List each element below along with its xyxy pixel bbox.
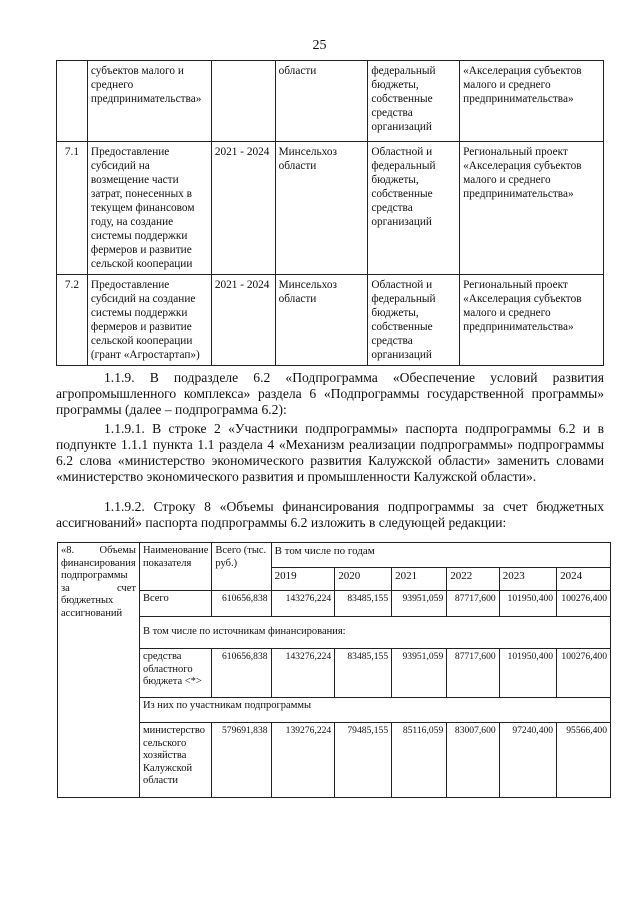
total-cell: 610656,838 xyxy=(212,591,271,617)
value-cell: 143276,224 xyxy=(271,649,335,698)
activity-period xyxy=(211,61,275,142)
value-cell: 143276,224 xyxy=(271,591,335,617)
value-cell: 101950,400 xyxy=(499,591,556,617)
year-header: 2022 xyxy=(447,568,499,591)
section-sources: В том числе по источникам финансирования: xyxy=(139,617,610,649)
value-cell: 139276,224 xyxy=(271,723,335,798)
total-cell: 610656,838 xyxy=(212,649,271,698)
column-header-years: В том числе по годам xyxy=(271,543,610,568)
row-number xyxy=(57,61,88,142)
value-cell: 87717,600 xyxy=(447,591,499,617)
year-header: 2020 xyxy=(335,568,392,591)
value-cell: 97240,400 xyxy=(499,723,556,798)
year-header: 2021 xyxy=(392,568,447,591)
value-cell: 79485,155 xyxy=(335,723,392,798)
activity-executor: Минсельхоз области xyxy=(275,275,368,366)
activity-executor: Минсельхоз области xyxy=(275,142,368,275)
regional-project: Региональный проект «Акселерация субъектов малого и среднего предпринимательства» xyxy=(460,142,604,275)
funding-source: Областной и федеральный бюджеты, собственные средства организаций xyxy=(368,142,460,275)
funding-source: Областной и федеральный бюджеты, собственные средства организаций xyxy=(368,275,460,366)
activity-name: Предоставление субсидий на создание системы поддержки фермеров и развитие сельской кооперации (грант «Агростартап») xyxy=(87,275,211,366)
value-cell: 100276,400 xyxy=(557,591,611,617)
regional-project: «Акселерация субъектов малого и среднего предпринимательства» xyxy=(460,61,604,142)
row-name: средства областного бюджета <*> xyxy=(139,649,211,698)
value-cell: 100276,400 xyxy=(557,649,611,698)
value-cell: 83485,155 xyxy=(335,591,392,617)
value-cell: 101950,400 xyxy=(499,649,556,698)
table-row xyxy=(58,723,611,798)
value-cell: 95566,400 xyxy=(557,723,611,798)
year-header: 2023 xyxy=(499,568,556,591)
activity-name: Предоставление субсидий на возмещение части затрат, понесенных в текущем финансовом году, на создание системы поддержки фермеров и развитие сельской кооперации xyxy=(87,142,211,275)
activities-table xyxy=(56,60,604,366)
value-cell: 93951,059 xyxy=(392,649,447,698)
activity-name: субъектов малого и среднего предпринимательства» xyxy=(87,61,211,142)
row-number: 7.2 xyxy=(57,275,88,366)
value-cell: 87717,600 xyxy=(447,649,499,698)
value-cell: 85116,059 xyxy=(392,723,447,798)
table-row xyxy=(58,649,611,698)
row-number: 7.1 xyxy=(57,142,88,275)
table-row xyxy=(58,591,611,617)
value-cell: 83485,155 xyxy=(335,649,392,698)
row-name: Всего xyxy=(139,591,211,617)
page-number: 25 xyxy=(312,38,327,53)
activity-executor: области xyxy=(275,61,368,142)
total-cell: 579691,838 xyxy=(212,723,271,798)
value-cell: 83007,600 xyxy=(447,723,499,798)
activity-period: 2021 - 2024 xyxy=(211,275,275,366)
paragraph-1-1-9: 1.1.9. В подразделе 6.2 «Подпрограмма «Обеспечение условий развития агропромышленного комплекса» раздела 6 «Подпрограммы государственной программы» программы (далее – подпрограмма 6.2): xyxy=(56,370,604,417)
table-row xyxy=(57,61,604,142)
year-header: 2024 xyxy=(557,568,611,591)
column-header-name: Наименование показателя xyxy=(139,543,211,591)
year-header: 2019 xyxy=(271,568,335,591)
paragraph-1-1-9-2: 1.1.9.2. Строку 8 «Объемы финансирования подпрограммы за счет бюджетных ассигнований» паспорта подпрограммы 6.2 изложить в следующей редакции: xyxy=(56,499,604,530)
row-name: министерство сельского хозяйства Калужской области xyxy=(139,723,211,798)
column-header-total: Всего (тыс. руб.) xyxy=(212,543,271,591)
paragraph-1-1-9-1: 1.1.9.1. В строке 2 «Участники подпрограммы» паспорта подпрограммы 6.2 и в подпункте 1.1.1 пункта 1.1 раздела 4 «Механизм реализации подпрограммы» подпрограммы 6.2 слова «министерство экономического развития Калужской области» заменить словами «министерство экономического развития и промышленности Калужской области». xyxy=(56,421,604,484)
table-row xyxy=(57,275,604,366)
regional-project: Региональный проект «Акселерация субъектов малого и среднего предпринимательства» xyxy=(460,275,604,366)
activity-period: 2021 - 2024 xyxy=(211,142,275,275)
table-row xyxy=(57,142,604,275)
value-cell: 93951,059 xyxy=(392,591,447,617)
section-participants: Из них по участникам подпрограммы xyxy=(139,698,610,723)
financing-table xyxy=(57,542,611,798)
row-label: «8. Объемы финансирования подпрограммы за счет бюджетных ассигнований xyxy=(58,543,140,798)
funding-source: федеральный бюджеты, собственные средства организаций xyxy=(368,61,460,142)
